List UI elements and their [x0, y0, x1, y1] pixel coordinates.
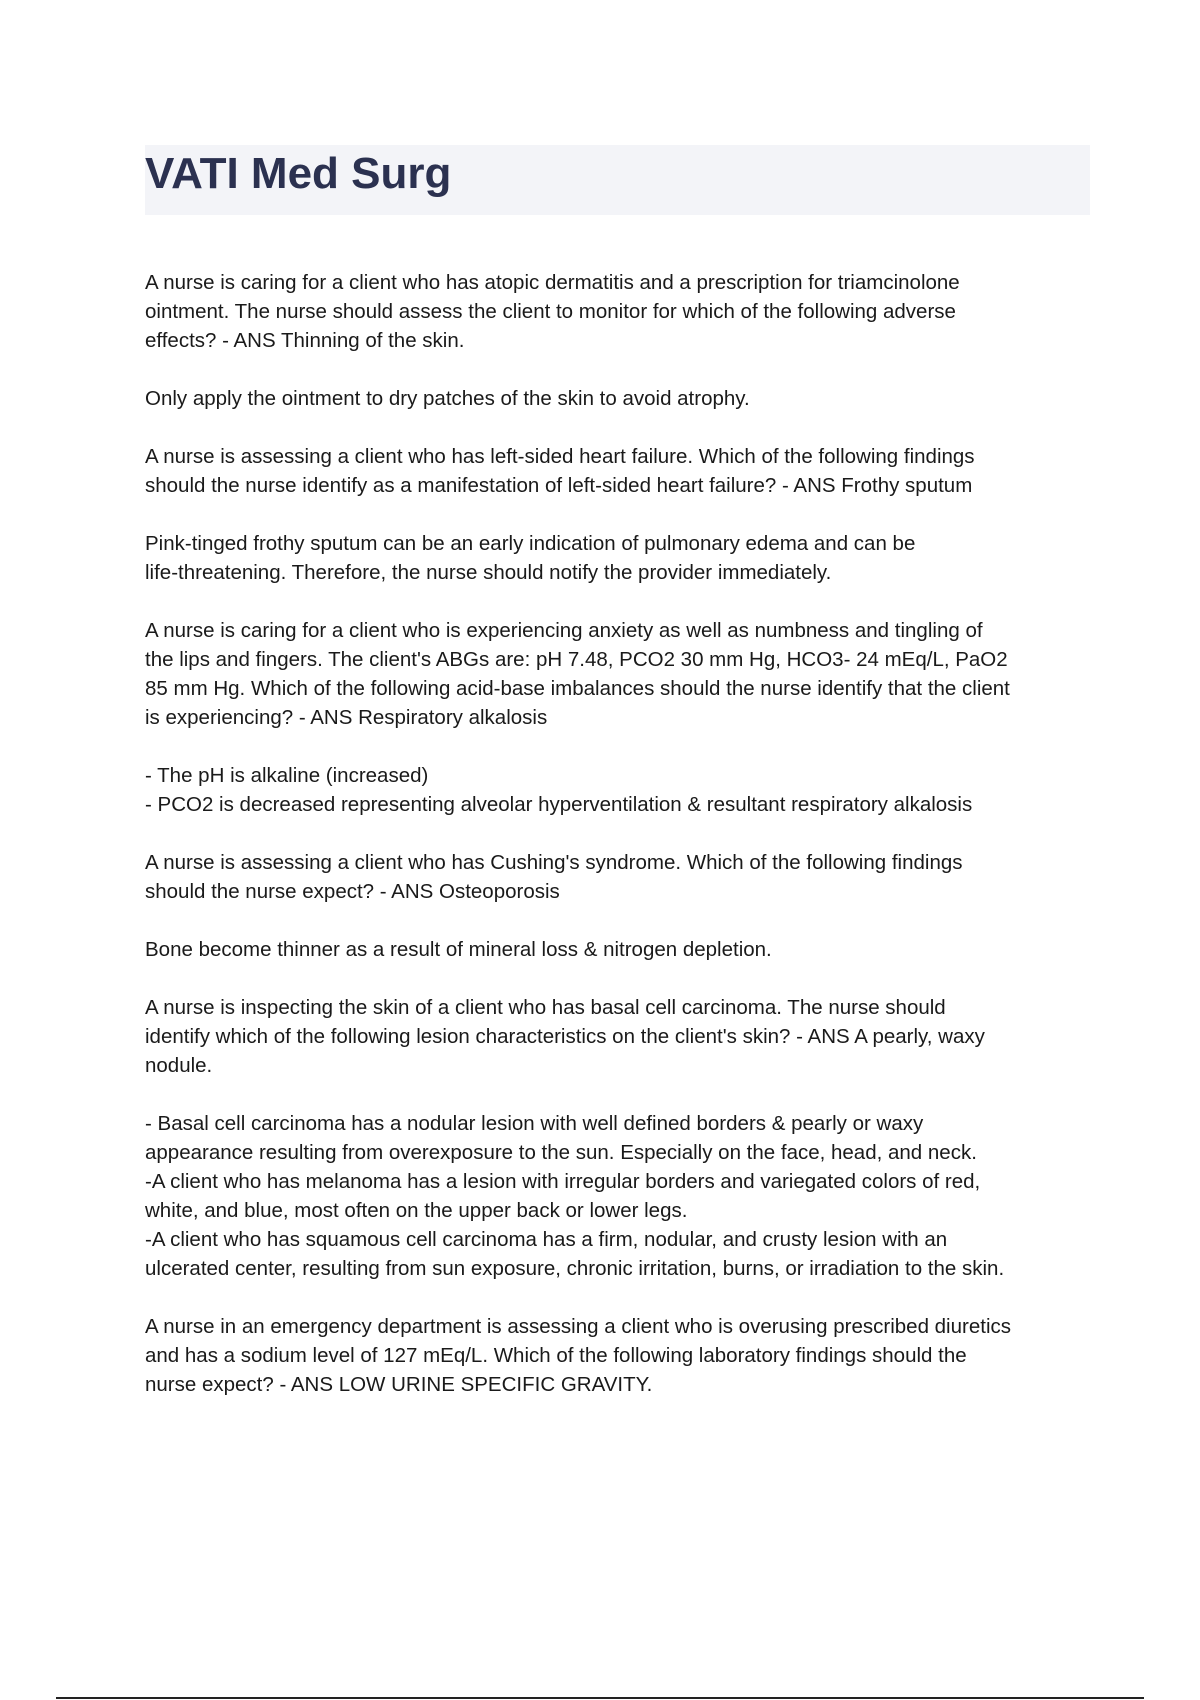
question-abg-imbalance: A nurse is caring for a client who is experiencing anxiety as well as numbness and tingling of the lips and fingers. The client's ABGs are: pH 7.48, PCO2 30 mm Hg, HCO3- 24 mEq/L, PaO2 85 mm Hg. Which of the following acid-base imbalances should the nurse identify that the client is experiencing? - ANS Respiratory alkalosis [145, 619, 1010, 729]
document-body [145, 268, 1090, 1428]
rationale-frothy-sputum: Pink-tinged frothy sputum can be an early indication of pulmonary edema and can be life-threatening. Therefore, the nurse should notify the provider immediately. [145, 532, 916, 584]
page-title: VATI Med Surg [145, 149, 452, 198]
rationale-ointment: Only apply the ointment to dry patches of the skin to avoid atrophy. [145, 387, 750, 410]
rationale-skin-cancer-types: - Basal cell carcinoma has a nodular lesion with well defined borders & pearly or waxy appearance resulting from overexposure to the sun. Especially on the face, head, and neck. -A client who has melanoma has a lesion with irregular borders and variegated colors of red, white, and blue, most often on the upper back or lower legs. -A client who has squamous cell carcinoma has a firm, nodular, and crusty lesion with an ulcerated center, resulting from sun exposure, chronic irritation, burns, or irradiation to the skin. [145, 1112, 1005, 1280]
question-diuretics-sodium: A nurse in an emergency department is assessing a client who is overusing prescribed diuretics and has a sodium level of 127 mEq/L. Which of the following laboratory findings should the nurse expect? - ANS LOW URINE SPECIFIC GRAVITY. [145, 1315, 1011, 1396]
question-basal-cell-carcinoma: A nurse is inspecting the skin of a client who has basal cell carcinoma. The nurse should identify which of the following lesion characteristics on the client's skin? - ANS A pearly, waxy nodule. [145, 996, 985, 1077]
question-left-sided-heart-failure: A nurse is assessing a client who has left-sided heart failure. Which of the following findings should the nurse identify as a manifestation of left-sided heart failure? - ANS Frothy sputum [145, 445, 975, 497]
rationale-osteoporosis: Bone become thinner as a result of mineral loss & nitrogen depletion. [145, 938, 772, 961]
question-atopic-dermatitis: A nurse is caring for a client who has atopic dermatitis and a prescription for triamcinolone ointment. The nurse should assess the client to monitor for which of the following adverse effects? - ANS Thinning of the skin. [145, 271, 960, 352]
rationale-respiratory-alkalosis: - The pH is alkaline (increased) - PCO2 is decreased representing alveolar hyperventilation & resultant respiratory alkalosis [145, 764, 973, 816]
question-cushings-syndrome: A nurse is assessing a client who has Cushing's syndrome. Which of the following findings should the nurse expect? - ANS Osteoporosis [145, 851, 963, 903]
footer-rule [56, 1697, 1144, 1699]
